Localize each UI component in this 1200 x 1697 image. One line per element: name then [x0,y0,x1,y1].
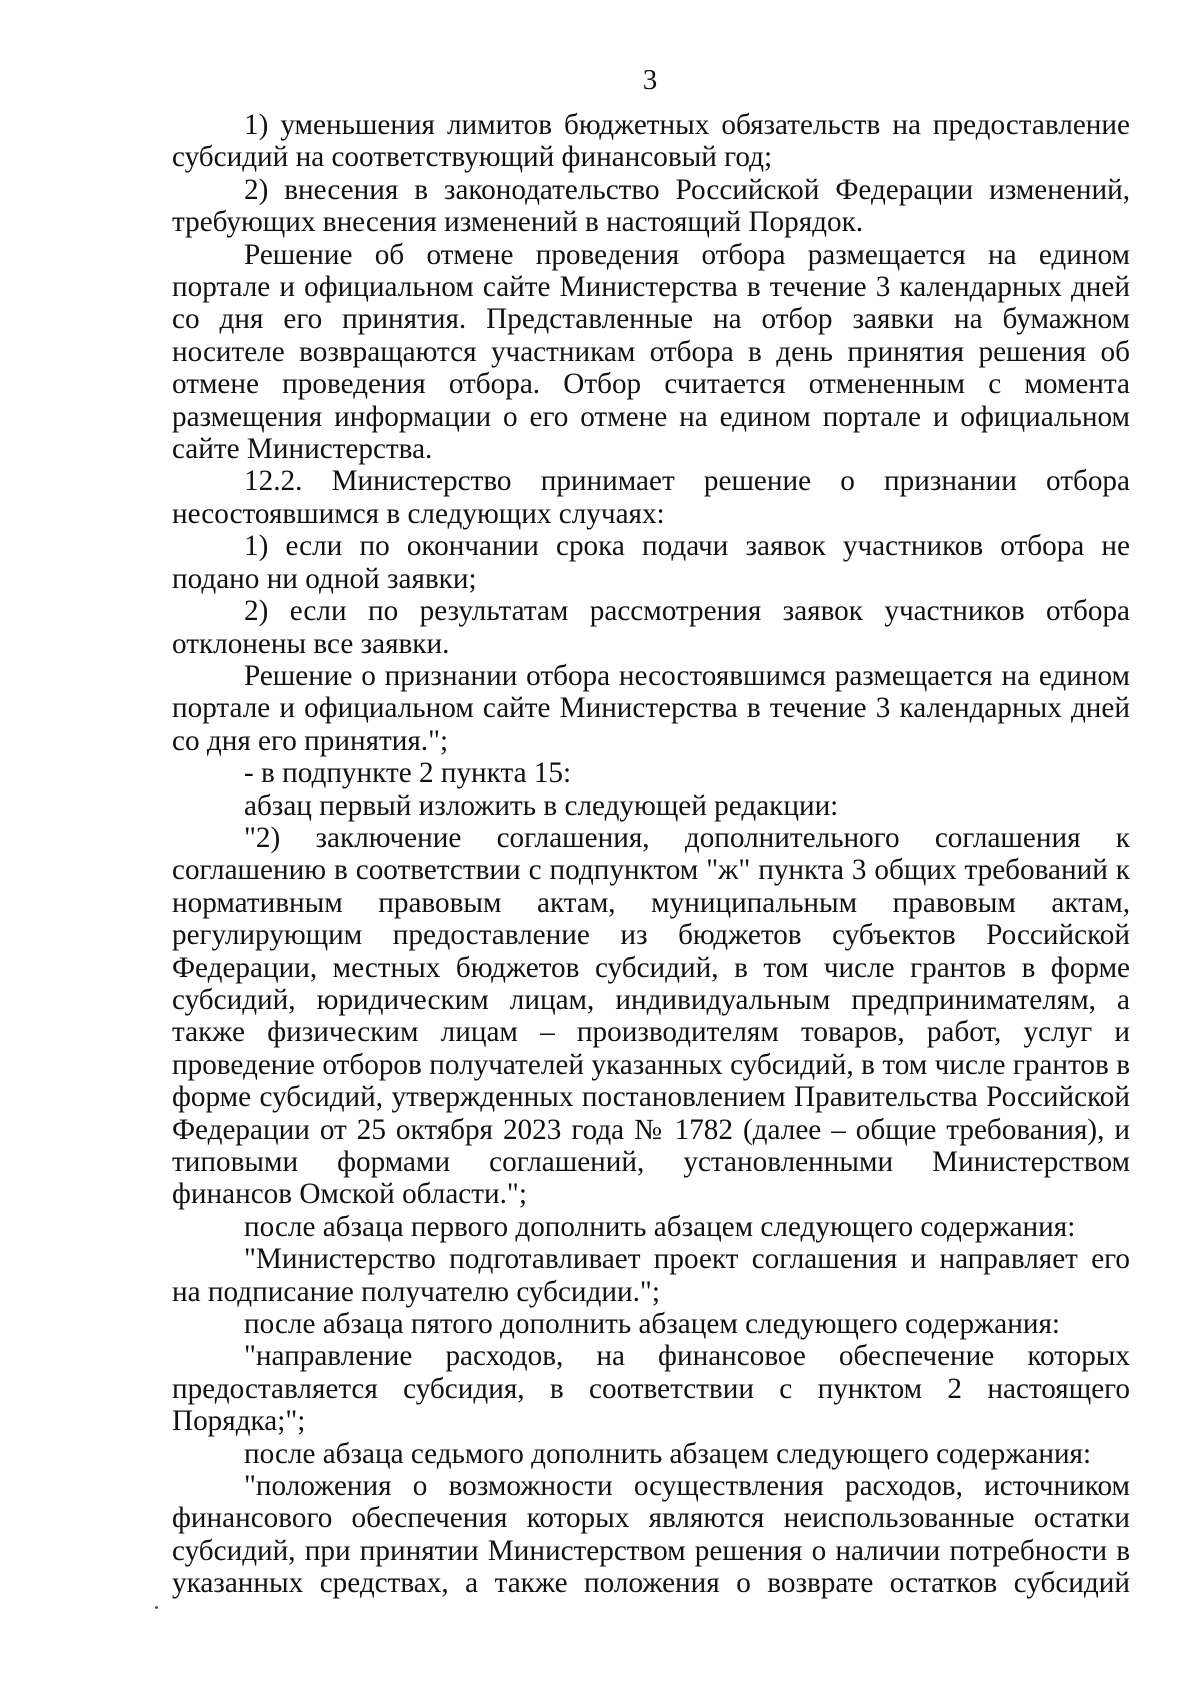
paragraph-8: - в подпункте 2 пункта 15: [244,757,572,790]
paragraph-10: "2) заключение соглашения, дополнительного соглашения к соглашению в соответствии с подпунктом "ж" пункта 3 общих требований к нормативным правовым актам, муниципальным правовым актам, регулирующим предоставление из бюджетов субъектов Российской Федерации, местных бюджетов субсидий, в том числе грантов в форме субсидий, юридическим лицам, индивидуальным предпринимателям, а также физическим лицам – производителям товаров, работ, услуг и проведение отборов получателей указанных субсидий, в том числе грантов в форме субсидий, утвержденных постановлением Правительства Российской Федерации от 25 октября 2023 года № 1782 (далее – общие требования), и типовыми формами соглашений, установленными Министерством финансов Омской области."; [172,821,1130,1211]
paragraph-9: абзац первый изложить в следующей редакции: [244,789,839,822]
paragraph-3: Решение об отмене проведения отбора размещается на едином портале и официальном сайте Министерства в течение 3 календарных дней со дня его принятия. Представленные на отбор заявки на бумажном носителе возвращаются участникам отбора в день принятия решения об отмене проведения отбора. Отбор считается отмененным с момента размещения информации о его отмене на едином портале и официальном сайте Министерства. [172,238,1130,466]
paragraph-5: 1) если по окончании срока подачи заявок участников отбора не подано ни одной заявки; [172,530,1130,595]
paragraph-16: "положения о возможности осуществления расходов, источником финансового обеспечения которых являются неиспользованные остатки субсидий, при принятии Министерством решения о наличии потребности в указанных средствах, а также положения о возврате остатков субсидий [172,1470,1130,1600]
paragraph-12: "Министерство подготавливает проект соглашения и направляет его на подписание получателю субсидии."; [172,1243,1130,1308]
paragraph-14: "направление расходов, на финансовое обеспечение которых предоставляется субсидия, в соответствии с пунктом 2 настоящего Порядка;"; [172,1340,1130,1438]
paragraph-11: после абзаца первого дополнить абзацем следующего содержания: [244,1210,1076,1243]
paragraph-15: после абзаца седьмого дополнить абзацем следующего содержания: [244,1437,1092,1470]
paragraph-6: 2) если по результатам рассмотрения заявок участников отбора отклонены все заявки. [172,595,1130,660]
document-body [172,109,1130,1600]
paragraph-4: 12.2. Министерство принимает решение о признании отбора несостоявшимся в следующих случаях: [172,465,1130,530]
paragraph-7: Решение о признании отбора несостоявшимся размещается на едином портале и официальном сайте Министерства в течение 3 календарных дней со дня его принятия."; [172,659,1130,757]
paragraph-13: после абзаца пятого дополнить абзацем следующего содержания: [244,1308,1060,1341]
scan-speck [155,1606,158,1609]
paragraph-2: 2) внесения в законодательство Российской Федерации изменений, требующих внесения изменений в настоящий Порядок. [172,173,1130,239]
paragraph-1: 1) уменьшения лимитов бюджетных обязательств на предоставление субсидий на соответствующий финансовый год; [172,109,1130,174]
page-number: 3 [642,64,658,96]
